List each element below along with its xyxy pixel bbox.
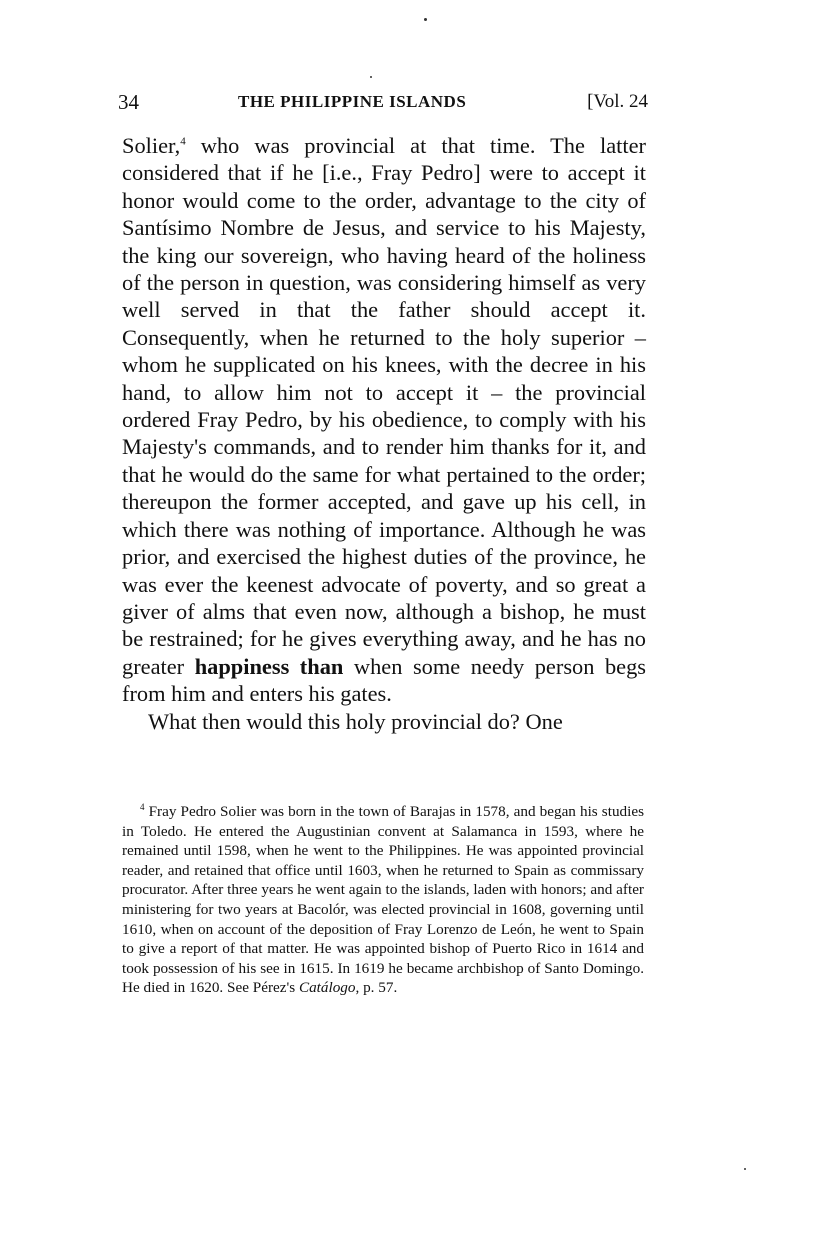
footnote-marker: 4 (140, 801, 145, 812)
paragraph-2: What then would this holy provincial do? One (148, 708, 563, 734)
volume-label: [Vol. 24 (587, 91, 648, 112)
footnote-text-end: , p. 57. (355, 979, 398, 997)
paragraph-1-lead: Solier, (122, 133, 181, 158)
footnote-text: Fray Pedro Solier was born in the town of Barajas in 1578, and began his studies in Toledo. He entered the Augustinian convent at Salamanca in 1593, where he remained until 1598, when he went to the Philippines. He was appointed provincial reader, and retained that office until 1603, when he returned to Spain as commissary procurator. After three years he went again to the islands, laden with honors; and after ministering for two years at Bacolór, was elected provincial in 1608, governing until 1610, when on account of the deposition of Fray Lorenzo de León, he went to Spain to give a report of that matter. He was appointed bishop of Puerto Rico in 1614 and took possession of his see in 1615. In 1619 he became archbishop of Santo Domingo. He died in 1620. See Pérez's (122, 803, 644, 997)
footnotes (122, 802, 644, 998)
book-title: THE PHILIPPINE ISLANDS (238, 92, 467, 111)
running-head (118, 88, 658, 116)
footnote-catalog-title: Catálogo (298, 979, 356, 997)
paragraph-1-ending: when some needy person begs from him and enters his gates. (122, 653, 646, 707)
body-text (122, 132, 646, 735)
paragraph-1-text: who was provincial at that time. The latter considered that if he [i.e., Fray Pedro] were to accept it honor would come to the order, advantage to the city of Santísimo Nombre de Jesus, and service to his Majesty, the king our sovereign, who having heard of the holiness of the person in question, was considering himself as very well served in that the father should accept it. Consequently, when he returned to the holy superior – whom he supplicated on his knees, with the decree in his hand, to allow him not to accept it – the provincial ordered Fray Pedro, by his obedience, to comply with his Majesty's commands, and to render him thanks for it, and that he would do the same for what pertained to the order; thereupon the former accepted, and gave up his cell, in which there was nothing of importance. Although he was prior, and exercised the highest duties of the province, he was ever the keenest advocate of poverty, and so great a giver of alms that even now, although a bishop, he must be restrained; for he gives everything away, and he has no greater (122, 133, 646, 679)
page-number: 34 (118, 90, 139, 114)
print-speck (424, 18, 427, 21)
paragraph-1-bold-phrase: happiness than (194, 653, 344, 679)
footnote-reference: 4 (180, 135, 186, 148)
print-speck (370, 76, 372, 78)
footnote-4 (122, 802, 644, 998)
paragraph-1 (122, 132, 646, 708)
print-speck (744, 1168, 746, 1170)
